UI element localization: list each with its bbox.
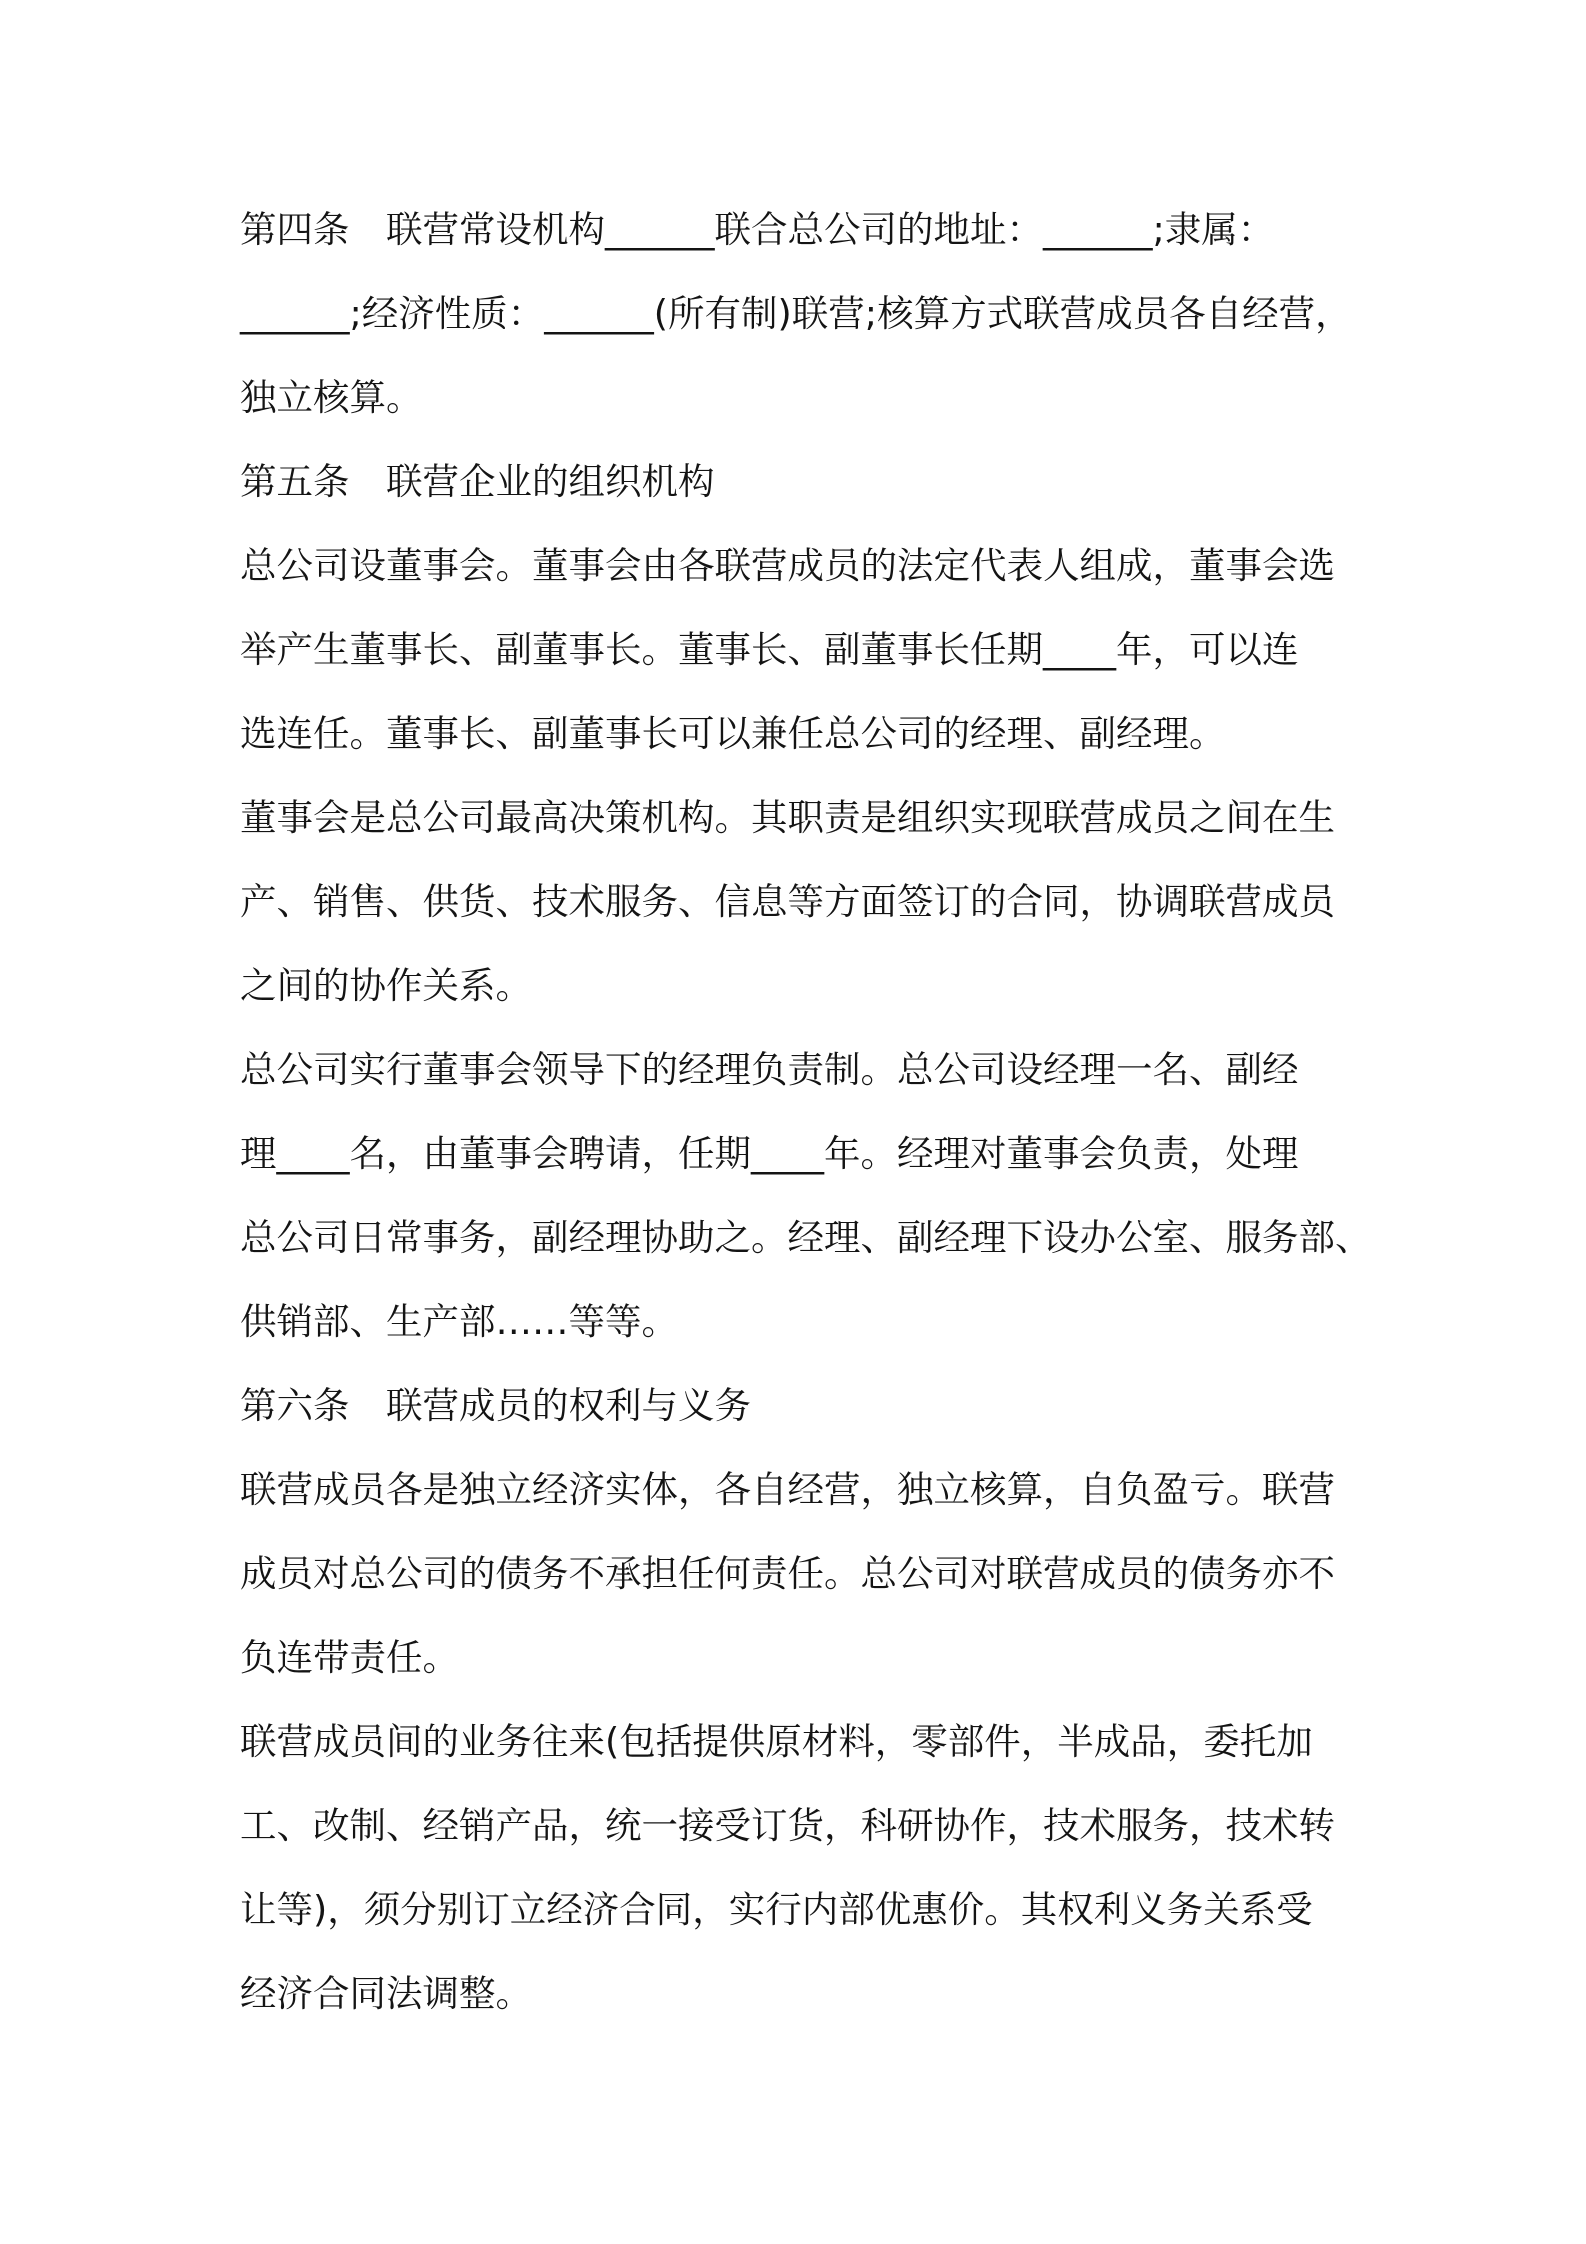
paragraph-board-duties — [240, 776, 1380, 1028]
text-line: 经济合同法调整。 — [240, 1972, 532, 2015]
text-line: 成员对总公司的债务不承担任何责任。总公司对联营成员的债务亦不 — [240, 1552, 1335, 1595]
text-line: 举产生董事长、副董事长。董事长、副董事长任期____年，可以连 — [240, 628, 1299, 671]
paragraph-member-independence — [240, 1448, 1380, 1700]
text-line: 让等)，须分别订立经济合同，实行内部优惠价。其权利义务关系受 — [240, 1888, 1313, 1931]
text-line: 供销部、生产部……等等。 — [240, 1300, 678, 1343]
text-line: 之间的协作关系。 — [240, 964, 532, 1007]
text-line: ______;经济性质：______(所有制)联营;核算方式联营成员各自经营， — [240, 292, 1352, 335]
text-line: 工、改制、经销产品，统一接受订货，科研协作，技术服务，技术转 — [240, 1804, 1335, 1847]
paragraph-article-5-heading — [240, 440, 1380, 524]
text-line: 独立核算。 — [240, 376, 423, 419]
text-line: 第四条 联营常设机构______联合总公司的地址：______;隶属： — [240, 208, 1275, 251]
text-line: 理____名，由董事会聘请，任期____年。经理对董事会负责，处理 — [240, 1132, 1299, 1175]
text-line: 联营成员间的业务往来(包括提供原材料，零部件，半成品，委托加 — [240, 1720, 1313, 1763]
paragraph-member-business — [240, 1700, 1380, 2036]
text-line: 第五条 联营企业的组织机构 — [240, 460, 715, 503]
text-line: 负连带责任。 — [240, 1636, 459, 1679]
text-line: 第六条 联营成员的权利与义务 — [240, 1384, 751, 1427]
text-line: 选连任。董事长、副董事长可以兼任总公司的经理、副经理。 — [240, 712, 1226, 755]
text-line: 产、销售、供货、技术服务、信息等方面签订的合同，协调联营成员 — [240, 880, 1335, 923]
document-body — [240, 188, 1380, 2036]
paragraph-board-composition — [240, 524, 1380, 776]
text-line: 总公司设董事会。董事会由各联营成员的法定代表人组成，董事会选 — [240, 544, 1335, 587]
paragraph-article-6-heading — [240, 1364, 1380, 1448]
paragraph-manager-system — [240, 1028, 1380, 1364]
text-line: 联营成员各是独立经济实体，各自经营，独立核算，自负盈亏。联营 — [240, 1468, 1335, 1511]
paragraph-article-4 — [240, 188, 1380, 440]
text-line: 总公司实行董事会领导下的经理负责制。总公司设经理一名、副经 — [240, 1048, 1299, 1091]
text-line: 董事会是总公司最高决策机构。其职责是组织实现联营成员之间在生 — [240, 796, 1335, 839]
text-line: 总公司日常事务，副经理协助之。经理、副经理下设办公室、服务部、 — [240, 1216, 1372, 1259]
